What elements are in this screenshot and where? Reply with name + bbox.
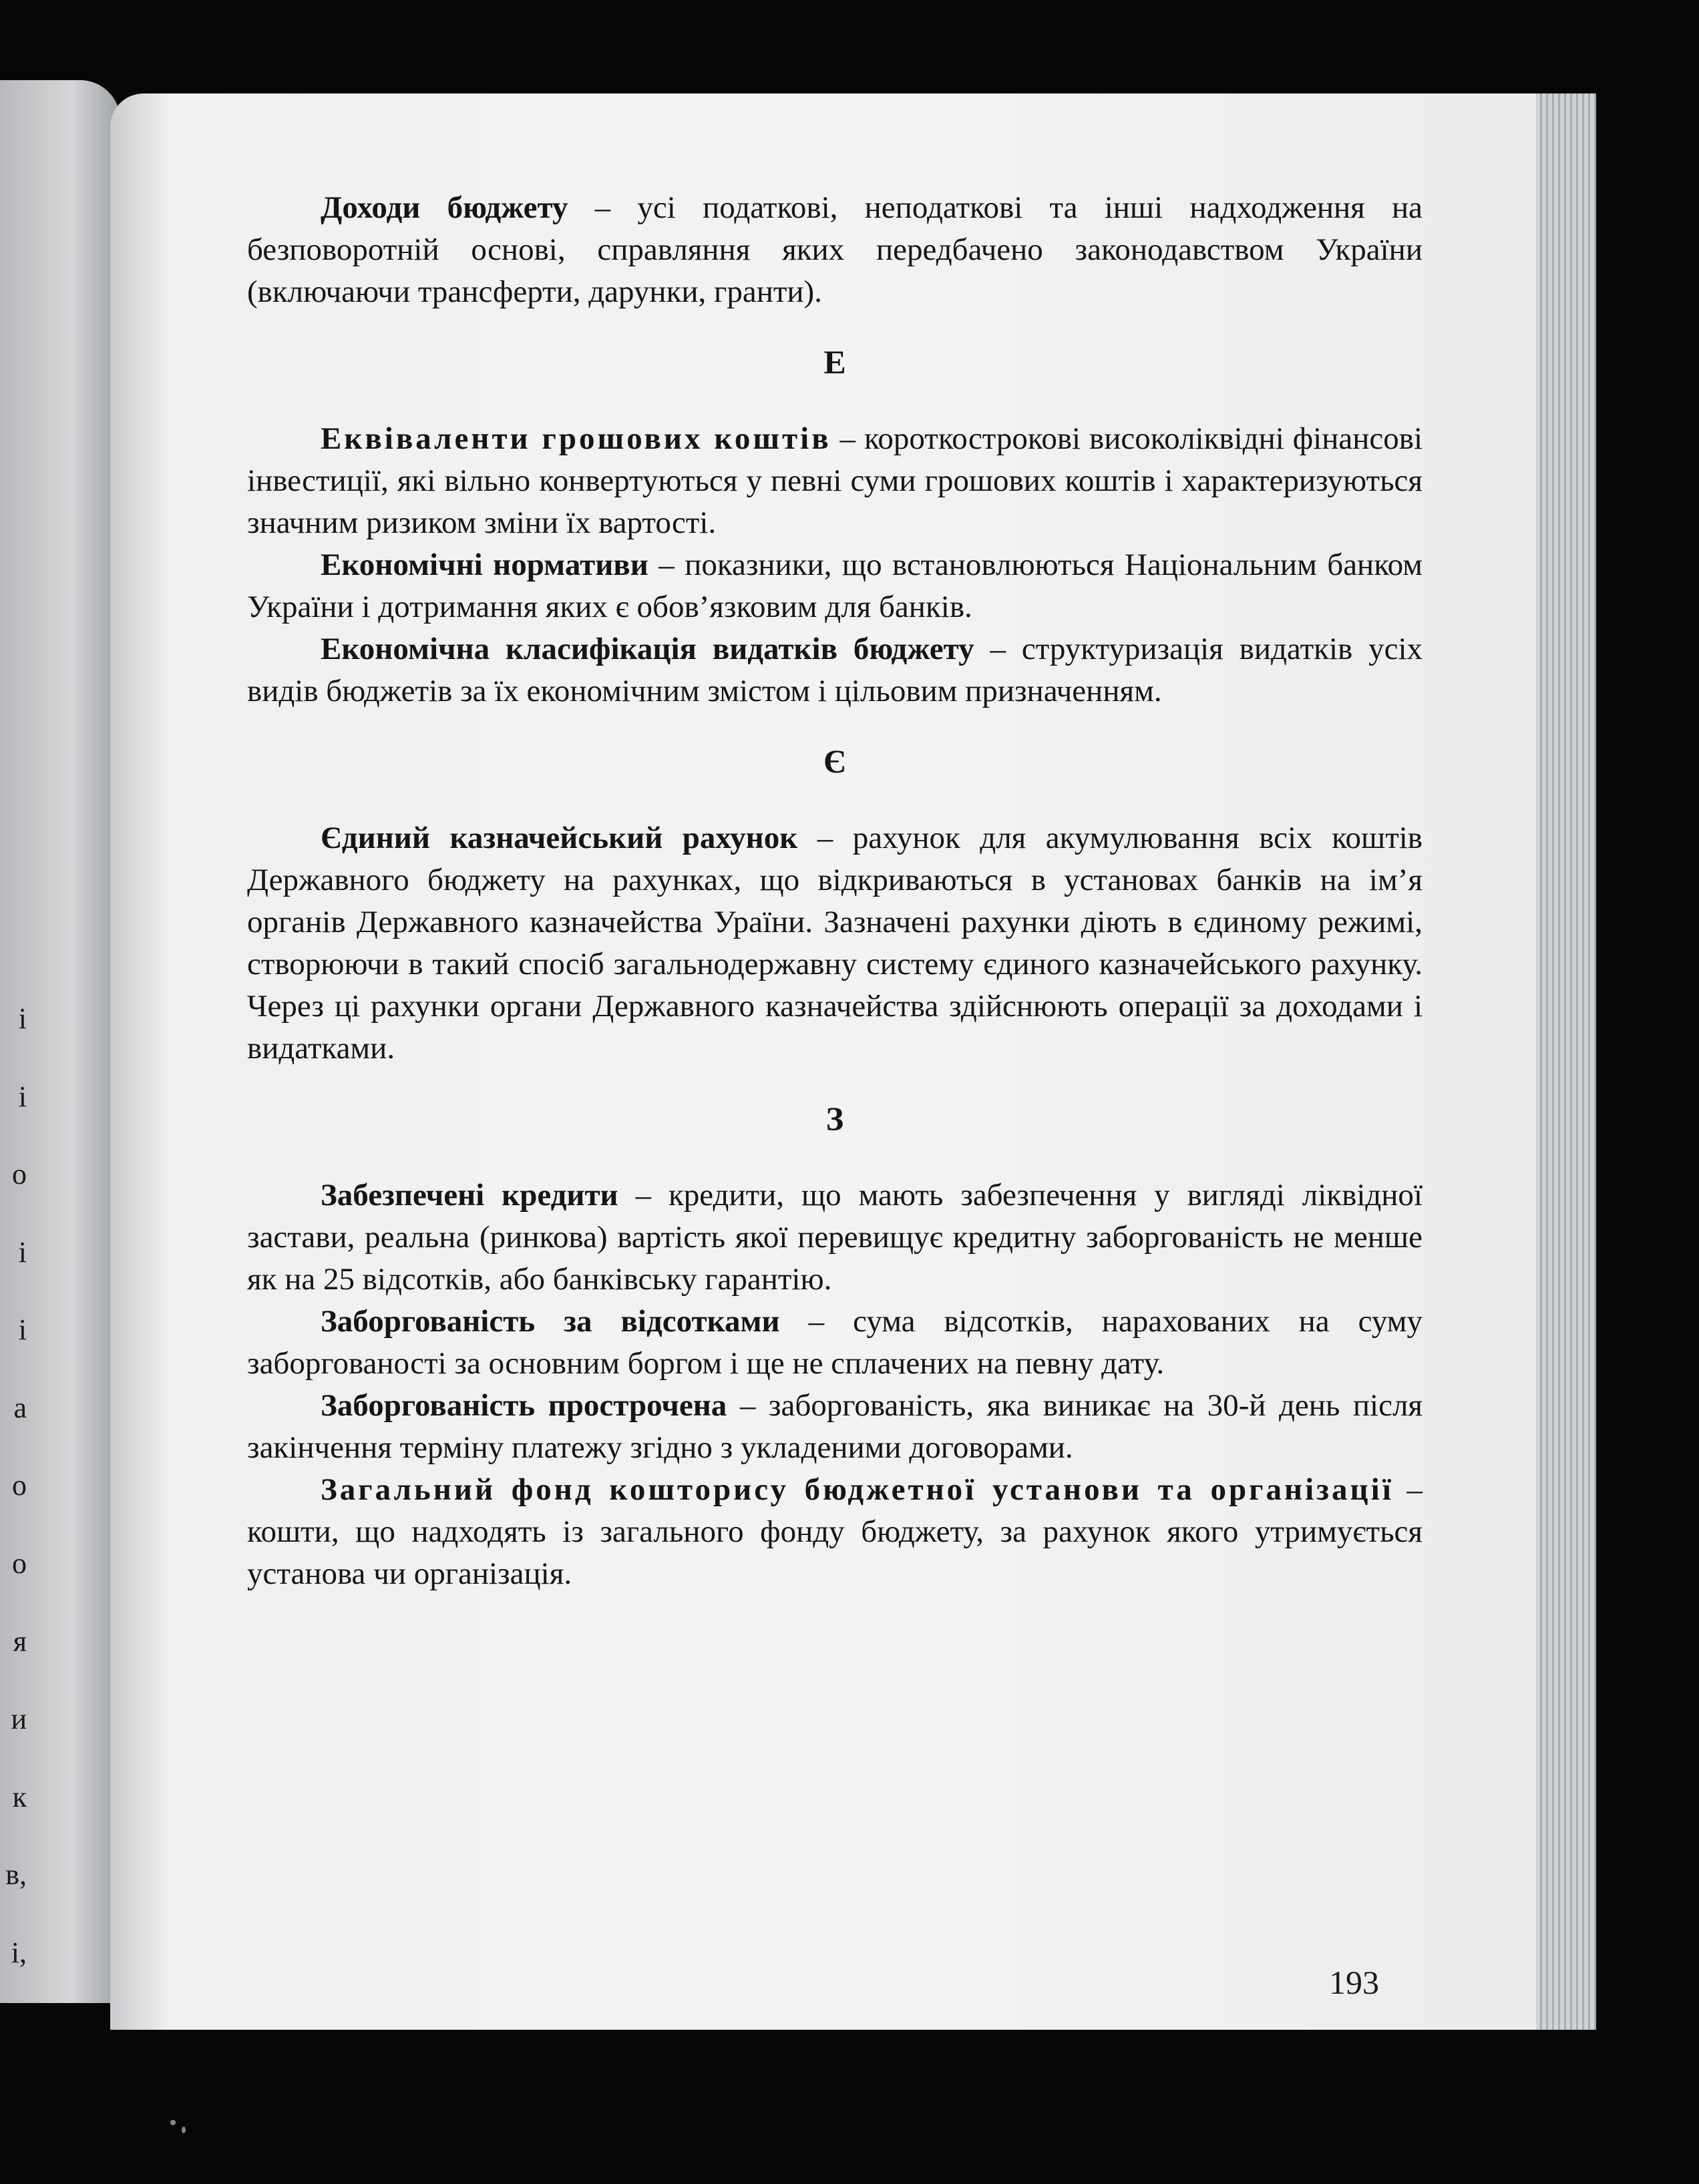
left-fragment: о [12,1469,27,1502]
glossary-entry [247,1469,1423,1595]
glossary-entry [247,1385,1423,1469]
left-fragment: і [18,1080,27,1113]
glossary-entry [247,544,1423,628]
entry-term: Економічні нормативи [321,548,648,582]
glossary-entry [247,1301,1423,1385]
entry-term: Загальний фонд кошторису бюджетної установи та організації [321,1472,1394,1507]
entry-dash: – [779,1304,854,1339]
glossary-entry [247,187,1423,313]
section-letter: Е [823,343,846,381]
page-number: 193 [1329,1964,1379,2001]
left-fragment: о [12,1158,27,1191]
left-fragment: і, [11,1936,27,1969]
section-letter: З [825,1100,844,1137]
entry-definition: короткострокові високоліквідні фінансові інвестиції, які вільно конвертуються у певні суми грошових коштів і характеризуються значним ризиком зміни їх вартості. [247,421,1423,540]
left-fragment: и [11,1703,27,1736]
page-stack-edge [1536,93,1596,2030]
entry-definition: показники, що встановлюються Національним банком України і дотримання яких є обов’язковим для банків. [247,548,1423,624]
glossary-entry [247,418,1423,544]
left-fragment: в, [5,1858,27,1892]
section-letter: Є [823,742,846,780]
left-fragment: і [18,1313,27,1347]
entry-dash: – [568,190,638,225]
dust-speck [182,2127,186,2133]
entry-term: Економічна класифікація видатків бюджету [321,632,974,666]
entry-definition: кошти, що надходять із загального фонду бюджету, за рахунок якого утримується установа чи організація. [247,1514,1423,1591]
entry-dash: – [831,421,864,456]
entry-term: Забезпечені кредити [321,1178,618,1213]
left-page-fragments [0,1002,27,1970]
entry-term: Еквіваленти грошових коштів [321,421,831,456]
entry-term: Заборгованість за відсотками [321,1304,780,1339]
glossary-entry [247,1174,1423,1301]
entry-dash: – [797,821,853,855]
entry-dash: – [974,632,1022,666]
glossary-content [247,187,1423,1595]
entry-term: Заборгованість прострочена [321,1388,727,1423]
entry-dash: – [727,1388,769,1423]
entry-definition: структуризація видатків усіх видів бюджетів за їх економічним змістом і цільовим призначенням. [247,632,1423,708]
entry-definition: усі податкові, неподаткові та інші надходження на безповоротній основі, справляння яких передбачено законодавством України (включаючи трансферти, дарунки, гранти). [247,190,1423,309]
entry-definition: кредити, що мають забезпечення у вигляді ліквідної застави, реальна (ринкова) вартість якої перевищує кредитну заборгованість не менше як на 25 відсотків, або банківську гарантію. [247,1178,1423,1297]
entry-dash: – [648,548,685,582]
entry-dash: – [618,1178,669,1213]
entry-definition: рахунок для акумулювання всіх коштів Державного бюджету на рахунках, що відкриваються в установах банків на ім’я органів Державного казначейства Ураїни. Зазначені рахунки діють в єдиному режимі, створюючи в такий спосіб загальнодержавну систему єдиного казначейського рахунку. Через ці рахунки органи Державного казначейства здійснюють операції за доходами і видатками. [247,821,1423,1066]
entry-definition: сума відсотків, нарахованих на суму заборгованості за основним боргом і ще не сплачених на певну дату. [247,1304,1423,1381]
left-fragment: я [13,1624,27,1658]
dust-speck [170,2120,176,2125]
entry-dash: – [1393,1472,1423,1507]
left-fragment: і [18,1235,27,1269]
glossary-entry [247,817,1423,1070]
entry-definition: заборгованість, яка виникає на 30-й день після закінчення терміну платежу згідно з укладеними договорами. [247,1388,1423,1465]
left-fragment: а [13,1391,27,1424]
left-fragment: о [12,1547,27,1580]
left-fragment: к [12,1780,27,1813]
entry-term: Доходи бюджету [321,190,568,225]
glossary-entry [247,628,1423,712]
left-fragment: і [18,1002,27,1035]
entry-term: Єдиний казначейський рахунок [321,821,798,855]
